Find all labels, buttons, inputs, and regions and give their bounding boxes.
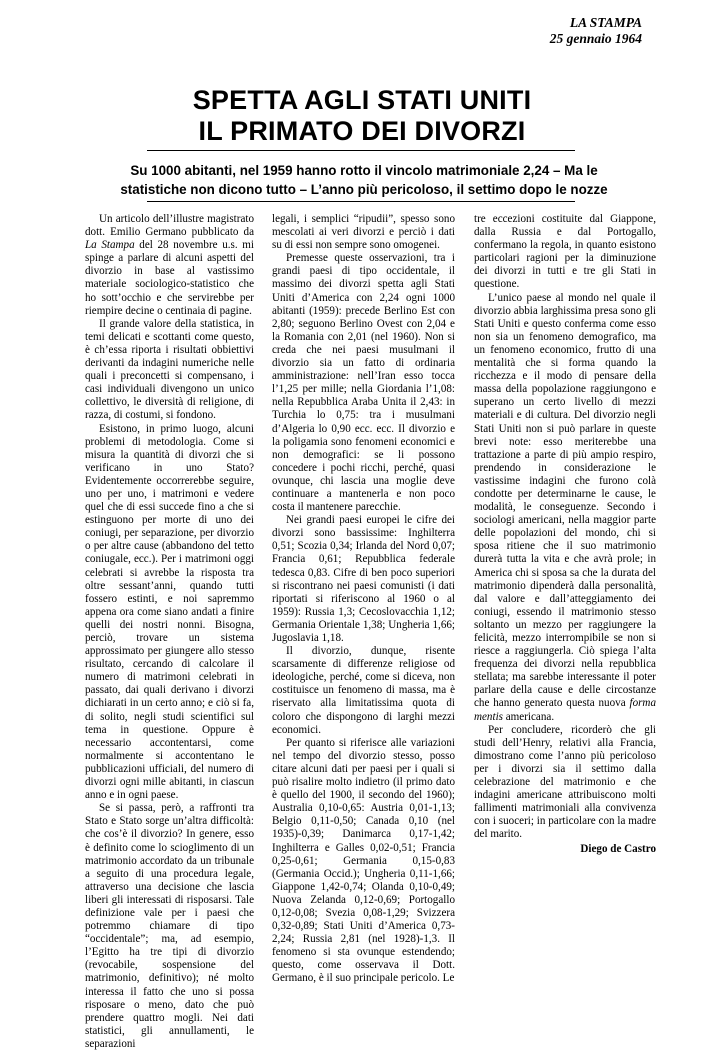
paragraph: Nei grandi paesi europei le cifre dei divorzi sono bassissime: Inghilterra 0,51; Scozia 0,34; Irlanda del Nord 0,07; Francia 0,61; Repubblica federale tedesca 0,83. Cifre di ben poco superiori si riscontrano nei paesi comunisti (i dati riportati si riferiscono al 1960 o al 1959): Russia 1,3; Cecoslovacchia 1,12; Germania Orientale 1,38; Ungheria 1,66; Jugoslavia 1,18. <box>272 514 455 644</box>
headline-line-2: IL PRIMATO DEI DIVORZI <box>198 116 526 146</box>
paragraph: Per quanto si riferisce alle variazioni nel tempo del divorzio stesso, posso citare alcuni dati per paesi per i quali si può risalire molto indietro (il primo dato è quello del 1900, il secondo del 1960); Australia 0,10-0,65: Austria 0,01-1,13; Belgio 0,11-0,50; Canada 0,10 (nel 1935)-0,39; Danimarca 0,17-1,42; Inghilterra e Galles 0,02-0,51; Francia 0,25-0,61; Germania 0,15-0,83 (Germania Occid.); Ungheria 0,11-1,66; Giappone 1,42-0,74; Olanda 0,10-0,49; Nuova Zelanda 0,12-0,69; Portogallo 0,12-0,08; Svezia 0,08-1,29; Svizzera 0,32-0,89; Stati Uniti d’America 0,73-2,24; Russia 2,81 (nel 1928)-1,3. Il fenomeno si sta ovunque estendendo; questo, come osservava il Dott. Germano, è il suo principale pericolo. Le <box>272 736 455 985</box>
paragraph: Premesse queste osservazioni, tra i grandi paesi di tipo occidentale, il massimo dei divorzi spetta agli Stati Uniti d’America con 2,24 ogni 1000 abitanti (1959): precede Berlino Est con 2,80; seguono Berlino Ovest con 2,04 e la Romania con 2,01 (nel 1960). Non si creda che nei paesi musulmani il divorzio sia un fatto di ordinaria amministrazione: nell’Iran esso tocca l’1,25 per mille; nella Giordania l’1,08: nella Repubblica Araba Unita il 2,43: in Turchia lo 0,75: tra i musulmani d’Algeria lo 0,90 ecc. ecc. Il divorzio e la poligamia sono fenomeni economici e non demografici: se li possono concedere i pochi ricchi, perché, quasi ovunque, chi lascia una moglie deve continuare a mantenerla e non poco costa il mantenere parecchie. <box>272 252 455 514</box>
subheadline-line-2: statistiche non dicono tutto – L’anno più pericoloso, il settimo dopo le nozze <box>120 182 608 197</box>
paragraph: L’unico paese al mondo nel quale il divorzio abbia larghissima presa sono gli Stati Uniti e questo conferma come esso non sia un fenomeno demografico, ma un fenomeno economico, frutto di una mentalità che si forma quando la ricchezza e il modo di pensare della massa della popolazione raggiungono e superano un certo livello di mezzi materiali e di cultura. Del divorzio negli Stati Uniti non si può parlare in queste brevi note: esso meriterebbe una trattazione a parte di più ampio respiro, prendendo in considerazione le vastissime indagini che furono colà condotte per determinarne le cause, le modalità, le conseguenze. Secondo i sociologi americani, nella maggior parte delle popolazioni del mondo, chi si sposa ritiene che il suo matrimonio durerà tutta la vita e che avrà prole; in America chi si sposa sa che la durata del matrimonio dipenderà dalla personalità, dal valore e dall’atteggiamento dei coniugi, essendo il matrimonio stesso soltanto un mezzo per raggiungere la felicità, mezzo interrompibile se non si riesce a raggiungerla. Ciò spiega l’alta frequenza dei divorzi nella repubblica stellata; ma sarebbe interessante il poter parlare della cause e delle circostanze che hanno generato questa nuova forma mentis americana. <box>474 291 656 723</box>
paragraph: Esistono, in primo luogo, alcuni problemi di metodologia. Come si misura la quantità di divorzi che si verificano in uno Stato? Evidentemente occorrerebbe seguire, uno per uno, i matrimoni e vedere quel che di essi succede fino a che si estinguono per morte di uno dei coniugi, per separazione, per divorzio o per altre cause (abbandono del tetto coniugale, ecc.). Per i matrimoni oggi celebrati si avrebbe la risposta tra oltre sessant’anni, quando tutti fossero estinti, e noi sapremmo appena ora come siano andati a finire quelli dei nostri nonni. Bisogna, perciò, trovare un sistema approssimato per giungere allo stesso risultato, cercando di calcolare il numero di matrimoni celebrati in passato, dai quali derivano i divorzi dichiarati in un certo anno; e ciò si fa, di solito, negli studi scientifici sul tema in questione. Oppure è necessario accontentarsi, come normalmente si accontentano le pubblicazioni ufficiali, del numero di divorzi ogni mille abitanti, in ciascun anno e in ogni paese. <box>85 422 254 802</box>
paragraph: Un articolo dell’illustre magistrato dott. Emilio Germano pubblicato da La Stampa del 28 novembre u.s. mi spinge a parlare di alcuni aspetti del divorzio in base al vastissimo materiale sociologico-statistico che ho sott’occhio e che servirebbe per riempire decine o centinaia di pagine. <box>85 213 255 317</box>
paragraph: Se si passa, però, a raffronti tra Stato e Stato sorge un’altra difficoltà: che cos’è il divorzio? In genere, esso è definito come lo scioglimento di un matrimonio accordato da un tribunale a seguito di una procedura legale, attraverso una decisione che lascia liberi gli interessati di risposarsi. Tale definizione vale per i paesi che potremmo chiamare di tipo “occidentale”; ma, ad esempio, l’Egitto ha tre tipi di divorzio (revocabile, sospensione del matrimonio, definitivo); né molto interessa il fatto che uno si possa risposare o meno, dato che può prendere quattro mogli. Nei dati statistici, gli annullamenti, le separazioni <box>85 802 254 1050</box>
publication-date: 25 gennaio 1964 <box>549 31 642 46</box>
subheadline <box>74 161 654 199</box>
masthead <box>550 15 642 47</box>
paragraph: legali, i semplici “ripudii”, spesso sono mescolati ai veri divorzi e perciò i dati su di essi non sempre sono omogenei. <box>272 213 455 252</box>
top-divider <box>147 150 575 151</box>
headline-line-1: SPETTA AGLI STATI UNITI <box>192 85 532 115</box>
paragraph: Per concludere, ricorderò che gli studi dell’Henry, relativi alla Francia, dimostrano come l’anno più pericoloso per i divorzi sia il settimo dalla celebrazione del matrimonio e che indagini americane attribuiscono molti fallimenti matrimoniali alla convivenza con i suoceri; in particolare con la madre del marito. <box>474 723 656 841</box>
subheadline-line-1: Su 1000 abitanti, nel 1959 hanno rotto il vincolo matrimoniale 2,24 – Ma le <box>130 163 598 178</box>
newspaper-name: LA STAMPA <box>569 15 642 30</box>
article-column-3 <box>474 213 656 856</box>
headline <box>0 85 724 147</box>
bottom-divider <box>147 201 575 202</box>
paragraph: Il divorzio, dunque, risente scarsamente di differenze religiose od ideologiche, perché, come si diceva, non costituisce un fenomeno di massa, ma è riservato alla limitatissima quota di coloro che dispongono di larghi mezzi economici. <box>272 645 455 736</box>
paragraph: Il grande valore della statistica, in temi delicati e scottanti come questo, è ch’essa riporta i risultati obbiettivi derivanti da indagini numeriche nelle quali i preconcetti si compensano, i casi individuali divengono un unico collettivo, le diversità di religione, di razza, di costumi, si fondono. <box>85 317 254 422</box>
article-column-2 <box>272 213 455 986</box>
author-signature: Diego de Castro <box>580 842 656 855</box>
article-column-1 <box>85 213 254 1051</box>
paragraph: tre eccezioni costituite dal Giappone, dalla Russia e dal Portogallo, confermano la regola, in quanto esistono particolari ragioni per la diminuzione dei divorzi in tutti e tre gli Stati in questione. <box>474 213 656 291</box>
